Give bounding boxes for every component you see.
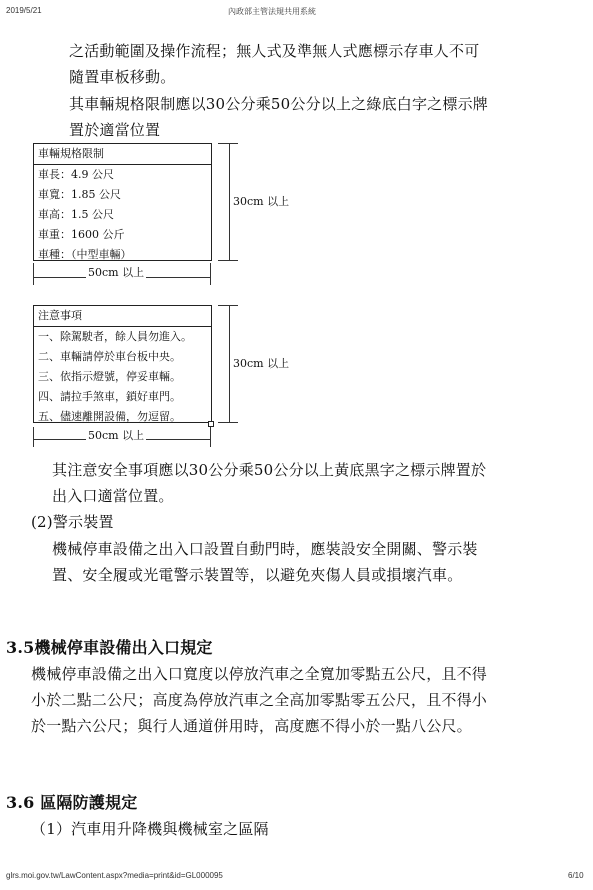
paragraph-line: 出入口適當位置。 bbox=[52, 487, 174, 505]
subsection-title: （1）汽車用升降機與機械室之區隔 bbox=[31, 820, 269, 838]
section-title: 3.5機械停車設備出入口規定 bbox=[6, 638, 213, 657]
resize-handle bbox=[208, 421, 214, 427]
sign-row: 四、請拉手煞車，鎖好車門。 bbox=[38, 390, 181, 403]
paragraph-line: 置、安全履或光電警示裝置等，以避免夾傷人員或損壞汽車。 bbox=[52, 566, 463, 584]
dimension-tick bbox=[218, 143, 238, 144]
sign-row: 車寬：1.85 公尺 bbox=[38, 188, 121, 201]
paragraph-line: 機械停車設備之出入口寬度以停放汽車之全寬加零點五公尺，且不得 bbox=[31, 665, 488, 683]
sign-row: 車重：1600 公斤 bbox=[38, 228, 125, 241]
paragraph-line: 小於二點二公尺；高度為停放汽車之全高加零點零五公尺，且不得小 bbox=[31, 691, 488, 709]
sign-row: 車長：4.9 公尺 bbox=[38, 168, 114, 181]
width-dimension-label: 50cm 以上 bbox=[88, 266, 145, 279]
page-number: 6/10 bbox=[568, 871, 584, 880]
sign-row: 三、依指示燈號，停妥車輛。 bbox=[38, 370, 181, 383]
section-title: 3.6 區隔防護規定 bbox=[6, 793, 138, 812]
safety-notice-sign bbox=[33, 305, 212, 423]
height-dimension-line bbox=[229, 143, 230, 260]
height-dimension-line bbox=[229, 305, 230, 422]
width-dimension-label: 50cm 以上 bbox=[88, 429, 145, 442]
paragraph-line: 於一點六公尺；與行人通道併用時，高度應不得小於一點八公尺。 bbox=[31, 717, 472, 735]
paragraph-line: 機械停車設備之出入口設置自動門時，應裝設安全開關、警示裝 bbox=[52, 540, 478, 558]
dimension-tick bbox=[218, 422, 238, 423]
dimension-tick bbox=[33, 427, 34, 447]
sign-row: 車種：（中型車輛） bbox=[38, 248, 132, 261]
paragraph-line: 之活動範圍及操作流程；無人式及準無人式應標示存車人不可 bbox=[69, 42, 480, 60]
site-title: 內政部主管法規共用系統 bbox=[228, 7, 316, 16]
dimension-tick bbox=[218, 305, 238, 306]
paragraph-line: 其注意安全事項應以30公分乘50公分以上黃底黑字之標示牌置於 bbox=[52, 461, 487, 479]
page-url: glrs.moi.gov.tw/LawContent.aspx?media=print&id=GL000095 bbox=[6, 871, 223, 880]
dimension-tick bbox=[210, 427, 211, 447]
sign-row: 二、車輛請停於車台板中央。 bbox=[38, 350, 181, 363]
print-date: 2019/5/21 bbox=[6, 6, 42, 15]
vehicle-spec-sign bbox=[33, 143, 212, 261]
height-dimension-label: 30cm 以上 bbox=[233, 357, 290, 370]
sign-title: 車輛規格限制 bbox=[34, 144, 211, 165]
paragraph-line: 隨置車板移動。 bbox=[69, 68, 176, 86]
sign-title: 注意事項 bbox=[34, 306, 211, 327]
dimension-tick bbox=[33, 263, 34, 285]
subsection-title: (2)警示裝置 bbox=[31, 513, 114, 531]
paragraph-line: 置於適當位置 bbox=[69, 121, 161, 139]
sign-row: 一、除駕駛者，餘人員勿進入。 bbox=[38, 330, 192, 343]
paragraph-line: 其車輛規格限制應以30公分乘50公分以上之綠底白字之標示牌 bbox=[69, 95, 488, 113]
height-dimension-label: 30cm 以上 bbox=[233, 195, 290, 208]
dimension-tick bbox=[218, 260, 238, 261]
sign-row: 五、儘速離開設備，勿逗留。 bbox=[38, 410, 181, 423]
sign-row: 車高：1.5 公尺 bbox=[38, 208, 114, 221]
dimension-tick bbox=[210, 263, 211, 285]
